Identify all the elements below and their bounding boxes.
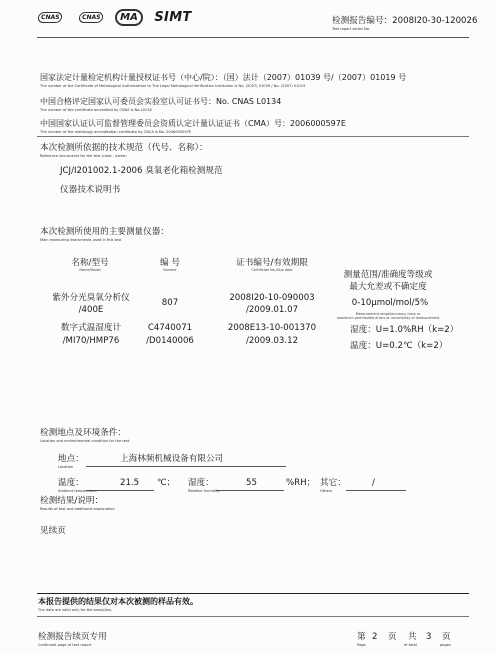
cert-line-3-en: The number of the metrology accreditation certificate by CNCA is No. 2006000597E [40,130,192,134]
footer-of-en: of total [404,643,417,647]
simt-logo [150,8,196,26]
col-header-name [56,258,124,272]
other-label: 其它： [320,478,346,488]
instrument-row-1-cert: 2008I20-10-090003 /2009.01.07 [229,293,315,315]
results-heading: 检测结果/说明： [40,496,104,506]
cert-line-2-en: The number of the certificate accredited by CNAS is No.L0134 [40,108,152,112]
instrument-row-2-cert: 2008E13-10-001370 /2009.03.12 [227,323,317,346]
instruments-heading: 本次检测所使用的主要测量仪器： [40,227,169,237]
instruments-heading-en: Main measuring instruments used in this test [40,238,122,242]
footer-page-label: 第 [357,632,366,642]
cma-logo [112,8,146,26]
cnas-logo-2-text: CNAS [78,12,104,23]
env-heading-en: Location and environmental condition for the test [40,439,130,443]
instrument-row-1-number: 807 [161,298,179,308]
location-value: 上海林频机械设备有限公司 [120,454,224,464]
footer-of-label: 共 [408,632,417,642]
temperature-value: 21.5 [120,478,140,488]
location-underline [86,466,286,467]
report-serial-label: 检测报告编号： [332,16,393,26]
validity-notice: 本报告提供的结果仅对本次被测的样品有效。 [38,597,198,606]
env-heading: 检测地点及环境条件： [40,428,126,438]
instrument-row-1-range: 0-10μmol/mol/5% [351,298,429,308]
col-header-name-cn: 名称/型号 [71,258,109,268]
cert-line-2: 中国合格评定国家认可委员会实验室认可证书号：No. CNAS L0134 [40,97,282,106]
footer-continued-page: 检测报告续页专用 [38,632,107,642]
tech-heading-en: Reference documents for the test (code , name) [40,154,127,158]
location-label-en: Location [58,465,74,469]
location-label: 地点： [58,454,84,464]
other-value: / [372,478,375,488]
col-header-range-cn: 测量范围/准确度等级或 最大允差或不确定度 [343,270,433,292]
col-header-cert-en: Certificate No./Due date [251,268,293,272]
results-body: 见续页 [40,526,66,536]
validity-notice-en: The data are valid only for the sampl(es). [38,608,113,612]
instrument-row-2-range: 湿度：U=1.0%RH（k=2） 温度：U=0.2℃（k=2） [350,325,459,351]
tech-doc-1: JCJ/I201002.1-2006 臭氧老化箱检测规范 [60,166,223,176]
temperature-label: 温度： [58,478,84,488]
col-header-name-en: Name/Model [79,268,101,272]
col-header-cert [222,258,322,272]
humidity-value: 55 [246,478,257,488]
temperature-unit: ℃； [157,478,176,488]
cert-divider [37,136,469,137]
temperature-label-en: Ambient temperature [58,489,97,493]
other-underline [346,490,406,491]
report-serial [332,16,477,26]
cma-logo-text: MA [115,9,143,26]
col-header-range-en: Measurement range/accuracy class or maximum permissible errors or uncertainty of measurement [336,312,440,320]
cnas-logo [32,8,68,26]
cert-line-1: 国家法定计量检定机构计量授权证书号（中心/院）：（国）法计（2007）01039 号/（2007）01019 号 [40,73,407,82]
simt-logo-text: SIMT [154,9,192,25]
footer-continued-page-en: Continued page of test report [38,643,92,647]
col-header-number-en: Number [163,268,177,272]
notice-divider-top [37,593,469,594]
footer-total-unit: 页 [442,632,451,642]
footer-page-en: Page [357,643,366,647]
temperature-underline [86,490,154,491]
humidity-label-en: Relative humidity [188,489,220,493]
footer-page-unit: 页 [388,632,397,642]
other-label-en: Others [320,489,333,493]
cert-line-1-en: The number of the Certificate of Metrological Authorization to The Legal Metrological Verification Institution is No. (2007) 01039 / No. (2007) 01019 [40,84,306,88]
cert-line-3: 中国国家认证认可监督管理委员会资质认定计量认证证书（CMA）号：2006000597E [40,119,346,128]
cnas-logo-2 [74,8,108,26]
header-divider [37,37,469,38]
col-header-number-cn: 编 号 [160,258,180,268]
humidity-label: 湿度： [188,478,214,488]
instrument-row-2-name: 数字式温湿度计 /MI70/HMP76 [60,323,122,346]
results-heading-en: Results of test and additional explanation [40,507,115,511]
instrument-row-2-number: C4740071 /D0140006 [146,323,194,346]
col-header-cert-cn: 证书编号/有效期限 [236,258,308,268]
tech-doc-2: 仪器技术说明书 [60,185,121,195]
humidity-unit: %RH； [286,478,316,488]
footer-total-pages: 3 [426,632,432,642]
notice-divider-bottom [37,616,469,617]
col-header-number [150,258,190,272]
tech-heading: 本次检测所依据的技术规范（代号、名称）： [40,143,208,153]
cnas-logo-text: CNAS [37,12,63,23]
report-serial-value: 2008I20-30-120026 [392,16,478,26]
footer-page-number: 2 [372,632,378,642]
footer-pages-en: pages [440,643,451,647]
humidity-underline [216,490,284,491]
report-serial-en: Test report series No. [332,27,371,31]
instrument-row-1-name: 紫外分光臭氧分析仪 /400E [52,293,130,315]
